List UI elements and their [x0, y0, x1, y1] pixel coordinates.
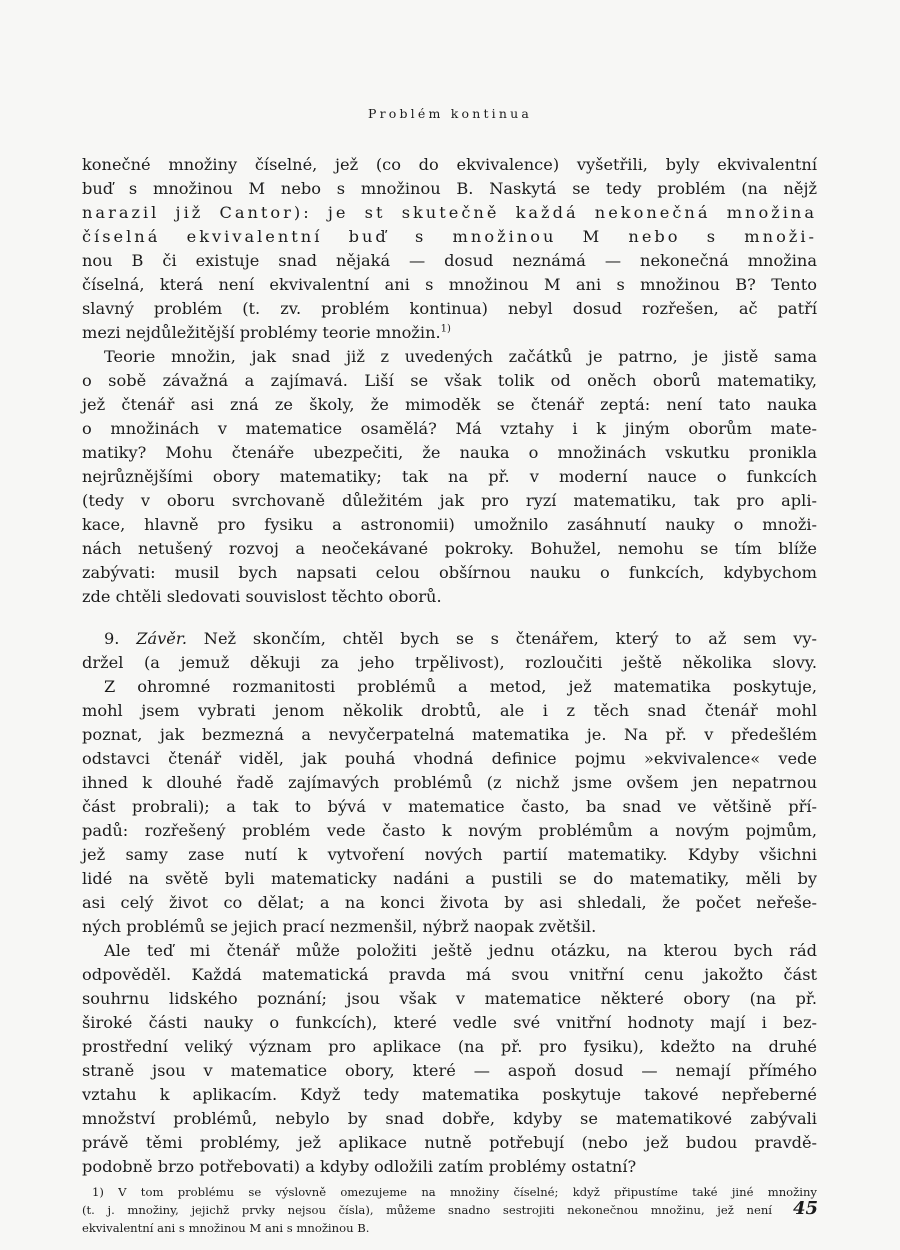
section-title: Závěr. [136, 629, 187, 648]
text-line: množství problémů, nebylo by snad dobře, kdyby se matematikové zabývali [82, 1109, 817, 1128]
text-line: padů: rozřešený problém vede často k novým problémům a novým pojmům, [82, 821, 817, 840]
text-line: Ale teď mi čtenář může položiti ještě jednu otázku, na kterou bych rád [104, 941, 817, 960]
text-line: zde chtěli sledovati souvislost těchto oborů. [82, 587, 442, 606]
footnote-line: (t. j. množiny, jejichž prvky nejsou čísla), můžeme snadno sestrojiti nekonečnou množinu, jež není [82, 1203, 772, 1217]
text-line: odstavci čtenář viděl, jak pouhá vhodná definice pojmu »ekvivalence« vede [82, 749, 817, 768]
text-line: slavný problém (t. zv. problém kontinua) nebyl dosud rozřešen, ač patří [82, 299, 817, 318]
page-number: 45 [792, 1198, 818, 1219]
text-line: nách netušený rozvoj a neočekávané pokroky. Bohužel, nemohu se tím blíže [82, 539, 817, 558]
text-line: narazil již Cantor): je st skutečně každá nekonečná množina [82, 203, 817, 222]
text-line: jež samy zase nutí k vytvoření nových partií matematiky. Kdyby všichni [82, 845, 817, 864]
section-number: 9. [104, 629, 120, 648]
text-line: zabývati: musil bych napsati celou obšírnou nauku o funkcích, kdybychom [82, 563, 817, 582]
text-line: straně jsou v matematice obory, které — aspoň dosud — nemají přímého [82, 1061, 817, 1080]
section-heading-line [82, 627, 817, 651]
text-line: vztahu k aplikacím. Když tedy matematika poskytuje takové nepřeberné [82, 1085, 817, 1104]
text-line: nejrůznějšími obory matematiky; tak na př. v moderní nauce o funkcích [82, 467, 817, 486]
text-line: lidé na světě byli matematicky nadáni a pustili se do matematiky, měli by [82, 869, 817, 888]
text-line: kace, hlavně pro fysiku a astronomii) umožnilo zasáhnutí nauky o množi- [82, 515, 817, 534]
footnote-line: 1) V tom problému se výslovně omezujeme na množiny číselné; když připustíme také jiné množiny [92, 1185, 817, 1199]
text-line: konečné množiny číselné, jež (co do ekvivalence) vyšetřili, byly ekvivalentní [82, 155, 817, 174]
text-line: poznat, jak bezmezná a nevyčerpatelná matematika je. Na př. v předešlém [82, 725, 817, 744]
text-line [82, 321, 817, 345]
text-line: buď s množinou M nebo s množinou B. Naskytá se tedy problém (na nějž [82, 179, 817, 198]
text-line: souhrnu lidského poznání; jsou však v matematice některé obory (na př. [82, 989, 817, 1008]
text-line: číselná ekvivalentní buď s množinou M nebo s množi- [82, 227, 817, 246]
text-line: matiky? Mohu čtenáře ubezpečiti, že nauka o množinách vskutku pronikla [82, 443, 817, 462]
footnote-line: ekvivalentní ani s množinou M ani s množinou B. [82, 1221, 370, 1235]
text-line: široké části nauky o funkcích), které vedle své vnitřní hodnoty mají i bez- [82, 1013, 817, 1032]
footnote-reference: 1) [440, 323, 451, 335]
text-line: právě těmi problémy, jež aplikace nutně potřebují (nebo jež budou pravdě- [82, 1133, 817, 1152]
text-line: ihned k dlouhé řadě zajímavých problémů (z nichž jsme ovšem jen nepatrnou [82, 773, 817, 792]
text-line: prostřední veliký význam pro aplikace (na př. pro fysiku), kdežto na druhé [82, 1037, 817, 1056]
text-line: držel (a jemuž děkuji za jeho trpělivost), rozloučiti ještě několika slovy. [82, 653, 817, 672]
text-line: mohl jsem vybrati jenom několik drobtů, ale i z těch snad čtenář mohl [82, 701, 817, 720]
text-line: Teorie množin, jak snad již z uvedených začátků je patrno, je jistě sama [104, 347, 817, 366]
text-line: podobně brzo potřebovati) a kdyby odložili zatím problémy ostatní? [82, 1157, 637, 1176]
text-line: o sobě závažná a zajímavá. Liší se však tolik od oněch oborů matematiky, [82, 371, 817, 390]
running-header: Problém kontinua [367, 106, 533, 121]
text-line: o množinách v matematice osamělá? Má vztahy i k jiným oborům mate- [82, 419, 817, 438]
text-line: (tedy v oboru svrchovaně důležitém jak pro ryzí matematiku, tak pro apli- [82, 491, 817, 510]
text-line: ných problémů se jejich prací nezmenšil, nýbrž naopak zvětšil. [82, 917, 597, 936]
text-line-content: Než skončím, chtěl bych se s čtenářem, který to až sem vy- [203, 629, 817, 648]
text-line: číselná, která není ekvivalentní ani s množinou M ani s množinou B? Tento [82, 275, 817, 294]
text-line: Z ohromné rozmanitosti problémů a metod, jež matematika poskytuje, [104, 677, 817, 696]
text-line: asi celý život co dělat; a na konci života by asi shledali, že počet neřeše- [82, 893, 817, 912]
text-line: nou B či existuje snad nějaká — dosud neznámá — nekonečná množina [82, 251, 817, 270]
text-line: odpověděl. Každá matematická pravda má svou vnitřní cenu jakožto část [82, 965, 817, 984]
text-line: část probrali); a tak to bývá v matematice často, ba snad ve většině pří- [82, 797, 817, 816]
text-line: jež čtenář asi zná ze školy, že mimoděk se čtenář zeptá: není tato nauka [82, 395, 817, 414]
text-line-content: mezi nejdůležitější problémy teorie množin. [82, 323, 441, 342]
